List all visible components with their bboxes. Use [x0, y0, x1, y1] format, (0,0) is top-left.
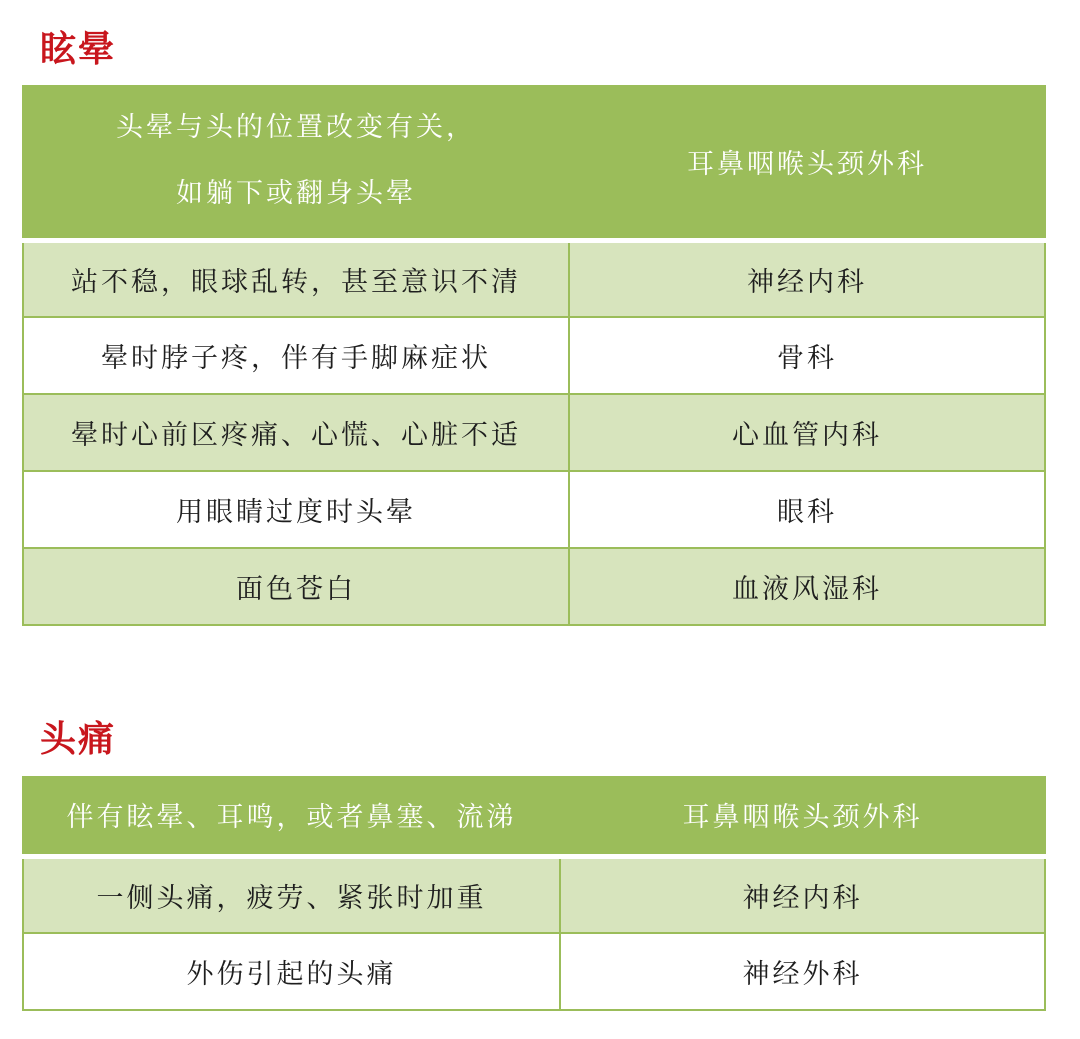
- department-cell: 血液风湿科: [569, 548, 1045, 625]
- table-header-row: [23, 776, 1045, 856]
- table-row: [23, 317, 1045, 394]
- symptom-cell: 用眼睛过度时头晕: [23, 471, 569, 548]
- symptom-cell: 站不稳，眼球乱转，甚至意识不清: [23, 240, 569, 317]
- table-row: [23, 548, 1045, 625]
- table-header-row: [23, 85, 1045, 240]
- symptom-cell: 面色苍白: [23, 548, 569, 625]
- table-row: [23, 471, 1045, 548]
- department-cell: 神经内科: [569, 240, 1045, 317]
- department-cell: 心血管内科: [569, 394, 1045, 471]
- section-title-headache: 头痛: [40, 719, 117, 760]
- header-symptom-cell: 伴有眩晕、耳鸣，或者鼻塞、流涕: [23, 776, 560, 856]
- header-symptom-line: 头晕与头的位置改变有关，: [116, 112, 476, 144]
- symptom-cell: 晕时心前区疼痛、心慌、心脏不适: [23, 394, 569, 471]
- symptom-cell: 晕时脖子疼，伴有手脚麻症状: [23, 317, 569, 394]
- table-row: [23, 933, 1045, 1010]
- header-department-cell: 耳鼻咽喉头颈外科: [560, 776, 1045, 856]
- header-symptom-cell: [23, 85, 569, 240]
- header-symptom-line: 如躺下或翻身头晕: [176, 178, 416, 210]
- symptom-cell: 外伤引起的头痛: [23, 933, 560, 1010]
- department-cell: 神经内科: [560, 856, 1045, 933]
- table-row: [23, 856, 1045, 933]
- table-row: [23, 240, 1045, 317]
- table-row: [23, 394, 1045, 471]
- department-cell: 神经外科: [560, 933, 1045, 1010]
- dizziness-table: [22, 85, 1046, 626]
- symptom-cell: 一侧头痛，疲劳、紧张时加重: [23, 856, 560, 933]
- header-department-cell: 耳鼻咽喉头颈外科: [569, 85, 1045, 240]
- department-cell: 骨科: [569, 317, 1045, 394]
- section-title-dizziness: 眩晕: [40, 29, 117, 70]
- headache-table: [22, 776, 1046, 1011]
- department-cell: 眼科: [569, 471, 1045, 548]
